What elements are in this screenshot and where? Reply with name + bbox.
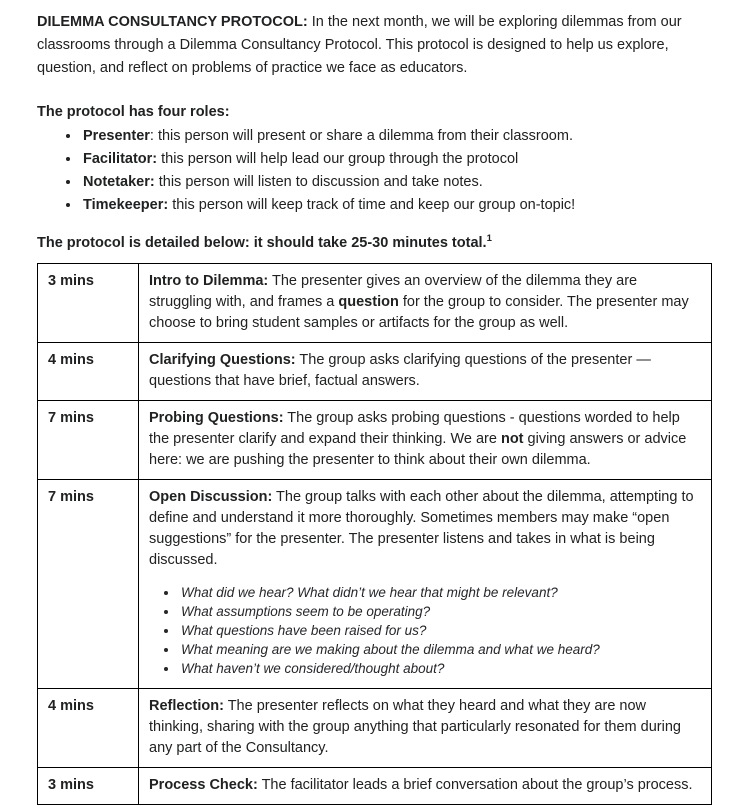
table-row-reflection <box>38 689 712 768</box>
intro-paragraph <box>37 11 712 80</box>
table-heading-text: The protocol is detailed below: it should take 25-30 minutes total. <box>37 235 487 251</box>
discussion-question: • What meaning are we making about the dilemma and what we heard? <box>179 640 701 659</box>
step-label: Clarifying Questions: <box>149 352 296 368</box>
role-label: Timekeeper: <box>83 197 169 213</box>
step-text: The group talks with each other about the dilemma, attempting to define and understand it more thoroughly. Sometimes members may make “open suggestions” for the presenter. The presenter listens and takes in what is being discussed. <box>149 489 694 568</box>
role-label: Notetaker: <box>83 174 155 190</box>
time-cell: 3 mins <box>38 768 139 805</box>
protocol-table <box>37 263 712 805</box>
role-label: Facilitator: <box>83 151 158 167</box>
step-text: for the group to consider. The presenter may choose to bring student samples or artifacts for the group as well. <box>149 294 689 331</box>
role-item-facilitator <box>81 148 712 171</box>
step-text: The facilitator leads a brief conversation about the group’s process. <box>257 777 693 793</box>
role-label: Presenter <box>83 128 150 144</box>
step-text: The presenter gives an overview of the dilemma they are struggling with, and frames a <box>149 273 638 310</box>
step-label: Reflection: <box>149 698 224 714</box>
roles-list <box>37 125 712 217</box>
step-label: Open Discussion: <box>149 489 273 505</box>
intro-text: In the next month, we will be exploring dilemmas from our classrooms through a Dilemma Consultancy Protocol. This protocol is designed to help us explore, question, and reflect on problems of practice we face as educators. <box>37 14 682 76</box>
table-row-probing <box>38 401 712 480</box>
step-text: The group asks clarifying questions of the presenter — questions that have brief, factual answers. <box>149 352 651 389</box>
time-cell: 4 mins <box>38 689 139 768</box>
step-text: The presenter reflects on what they heard and what they are now thinking, sharing with the group anything that particularly resonated for them during any part of the Consultancy. <box>149 698 681 756</box>
description-cell <box>139 480 712 689</box>
description-cell <box>139 343 712 401</box>
time-cell: 7 mins <box>38 401 139 480</box>
footnote-marker: 1 <box>486 233 492 245</box>
role-item-presenter <box>81 125 712 148</box>
role-text: this person will keep track of time and keep our group on-topic! <box>168 197 576 213</box>
time-cell: 7 mins <box>38 480 139 689</box>
description-cell <box>139 689 712 768</box>
step-label: Intro to Dilemma: <box>149 273 269 289</box>
role-text: : this person will present or share a dilemma from their classroom. <box>149 128 573 144</box>
discussion-question: • What did we hear? What didn’t we hear that might be relevant? <box>179 583 701 602</box>
table-heading <box>37 232 712 255</box>
table-row-open-discussion <box>38 480 712 689</box>
discussion-questions-list <box>149 583 701 678</box>
discussion-question: • What questions have been raised for us? <box>179 621 701 640</box>
step-label: Process Check: <box>149 777 258 793</box>
time-cell: 3 mins <box>38 264 139 343</box>
description-cell <box>139 768 712 805</box>
table-row-process-check <box>38 768 712 805</box>
table-row-intro <box>38 264 712 343</box>
step-text: giving answers or advice here: we are pushing the presenter to think about their own dilemma. <box>149 431 687 468</box>
discussion-question: • What assumptions seem to be operating? <box>179 602 701 621</box>
step-text: The group asks probing questions - questions worded to help the presenter clarify and expand their thinking. We are <box>149 410 680 447</box>
role-item-notetaker <box>81 171 712 194</box>
time-cell: 4 mins <box>38 343 139 401</box>
step-bold-word: question <box>338 294 399 310</box>
role-item-timekeeper <box>81 194 712 217</box>
description-cell <box>139 401 712 480</box>
role-text: this person will listen to discussion and take notes. <box>154 174 483 190</box>
roles-heading: The protocol has four roles: <box>37 104 230 120</box>
discussion-question: • What haven’t we considered/thought about? <box>179 659 701 678</box>
step-label: Probing Questions: <box>149 410 284 426</box>
table-row-clarifying <box>38 343 712 401</box>
role-text: this person will help lead our group through the protocol <box>157 151 519 167</box>
step-bold-word: not <box>500 431 524 447</box>
intro-label: DILEMMA CONSULTANCY PROTOCOL: <box>37 14 308 30</box>
description-cell <box>139 264 712 343</box>
